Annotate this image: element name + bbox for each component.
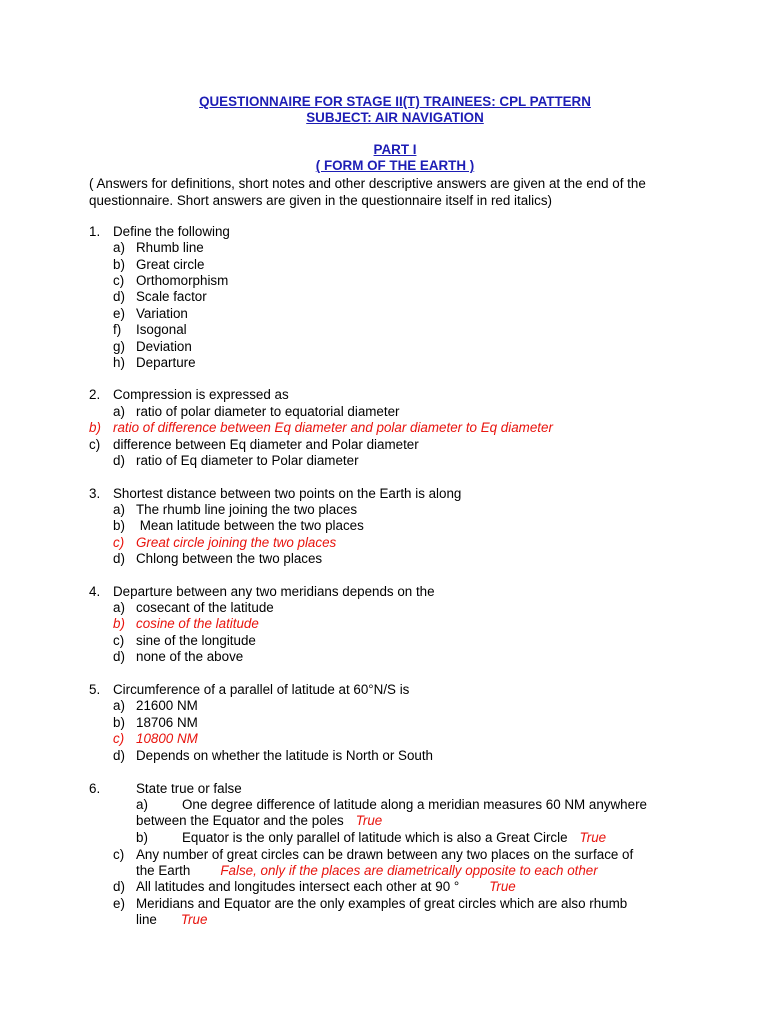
part-heading: PART I (373, 142, 417, 157)
option-text: Mean latitude between the two places (136, 518, 364, 533)
statement-letter: e) (113, 896, 125, 911)
option-letter: b) (89, 420, 101, 435)
statement-answer: True (180, 912, 208, 927)
option-letter: c) (89, 437, 101, 452)
option-letter: c) (113, 273, 125, 288)
option-letter: b) (113, 257, 125, 272)
question-number: 2. (89, 387, 101, 402)
statement-answer: True (579, 830, 607, 845)
option-text: ratio of difference between Eq diameter and polar diameter to Eq diameter (113, 420, 553, 435)
option-text: sine of the longitude (136, 633, 256, 648)
option-letter: a) (113, 698, 125, 713)
statement-letter: c) (113, 847, 125, 862)
document-title: QUESTIONNAIRE FOR STAGE II(T) TRAINEES: CPL PATTERN (199, 94, 591, 109)
option-text: ratio of polar diameter to equatorial diameter (136, 404, 400, 419)
statement-letter: d) (113, 879, 125, 894)
statement-text: line (136, 912, 157, 927)
option-text: ratio of Eq diameter to Polar diameter (136, 453, 359, 468)
option-text: Great circle (136, 257, 205, 272)
question-text: Circumference of a parallel of latitude at 60°N/S is (113, 682, 410, 697)
option-text: Depends on whether the latitude is North or South (136, 748, 434, 763)
option-letter: g) (113, 339, 125, 354)
statement-text: One degree difference of latitude along a meridian measures 60 NM anywhere (182, 797, 647, 812)
statement-text: Meridians and Equator are the only examples of great circles which are also rhumb (136, 896, 628, 911)
option-letter: c) (113, 731, 125, 746)
document-subject: SUBJECT: AIR NAVIGATION (306, 110, 484, 125)
statement-text: All latitudes and longitudes intersect each other at 90 ° (136, 879, 460, 894)
question-number: 1. (89, 224, 101, 239)
option-letter: a) (113, 600, 125, 615)
option-letter: b) (113, 715, 125, 730)
question-number: 5. (89, 682, 101, 697)
option-text: difference between Eq diameter and Polar diameter (113, 437, 419, 452)
question-number: 4. (89, 584, 101, 599)
option-letter: d) (113, 289, 125, 304)
statement-answer: True (355, 813, 383, 828)
option-letter: c) (113, 633, 125, 648)
option-text: Orthomorphism (136, 273, 229, 288)
statement-text: the Earth (136, 863, 191, 878)
option-letter: d) (113, 748, 125, 763)
statement-text: Any number of great circles can be drawn between any two places on the surface of (136, 847, 634, 862)
question-text: Departure between any two meridians depends on the (113, 584, 435, 599)
statement-text: Equator is the only parallel of latitude which is also a Great Circle (182, 830, 568, 845)
option-text: Chlong between the two places (136, 551, 323, 566)
statement-answer: True (489, 879, 516, 894)
part-title: ( FORM OF THE EARTH ) (315, 158, 475, 173)
intro-note: ( Answers for definitions, short notes and other descriptive answers are given at the end of the questionnaire. Short answers are given in the questionnaire itself in red italics) (89, 176, 646, 208)
option-text: Great circle joining the two places (136, 535, 337, 550)
question-text: Compression is expressed as (113, 387, 289, 402)
statement-answer: False, only if the places are diametrically opposite to each other (220, 863, 598, 878)
option-letter: a) (113, 404, 125, 419)
question-number: 3. (89, 486, 101, 501)
option-letter: a) (113, 240, 125, 255)
statement-text: between the Equator and the poles (136, 813, 344, 828)
option-letter: h) (113, 355, 125, 370)
option-text: Rhumb line (136, 240, 204, 255)
option-letter: c) (113, 535, 125, 550)
option-letter: d) (113, 551, 125, 566)
statement-c-cont (136, 863, 598, 879)
option-text: Departure (136, 355, 196, 370)
option-letter: f) (113, 322, 122, 337)
statement-a-cont (136, 813, 382, 829)
question-text: Define the following (113, 224, 230, 239)
question-text: State true or false (136, 781, 242, 796)
option-text: none of the above (136, 649, 244, 664)
option-text: 21600 NM (136, 698, 198, 713)
option-text: The rhumb line joining the two places (136, 502, 358, 517)
option-letter: a) (113, 502, 125, 517)
option-text: 10800 NM (136, 731, 198, 746)
option-letter: e) (113, 306, 125, 321)
option-text: 18706 NM (136, 715, 198, 730)
statement-letter: b) (136, 830, 148, 845)
option-text: Variation (136, 306, 188, 321)
statement-e-cont (136, 912, 207, 928)
option-text: cosecant of the latitude (136, 600, 274, 615)
option-text: Deviation (136, 339, 192, 354)
statement-body (136, 879, 516, 895)
option-text: Isogonal (136, 322, 187, 337)
question-number: 6. (89, 781, 101, 796)
option-letter: d) (113, 649, 125, 664)
option-letter: d) (113, 453, 125, 468)
question-text: Shortest distance between two points on the Earth is along (113, 486, 462, 501)
option-letter: b) (113, 518, 125, 533)
option-letter: b) (113, 616, 125, 631)
statement-body (182, 830, 606, 846)
option-text: Scale factor (136, 289, 207, 304)
option-text: cosine of the latitude (136, 616, 259, 631)
statement-letter: a) (136, 797, 148, 812)
